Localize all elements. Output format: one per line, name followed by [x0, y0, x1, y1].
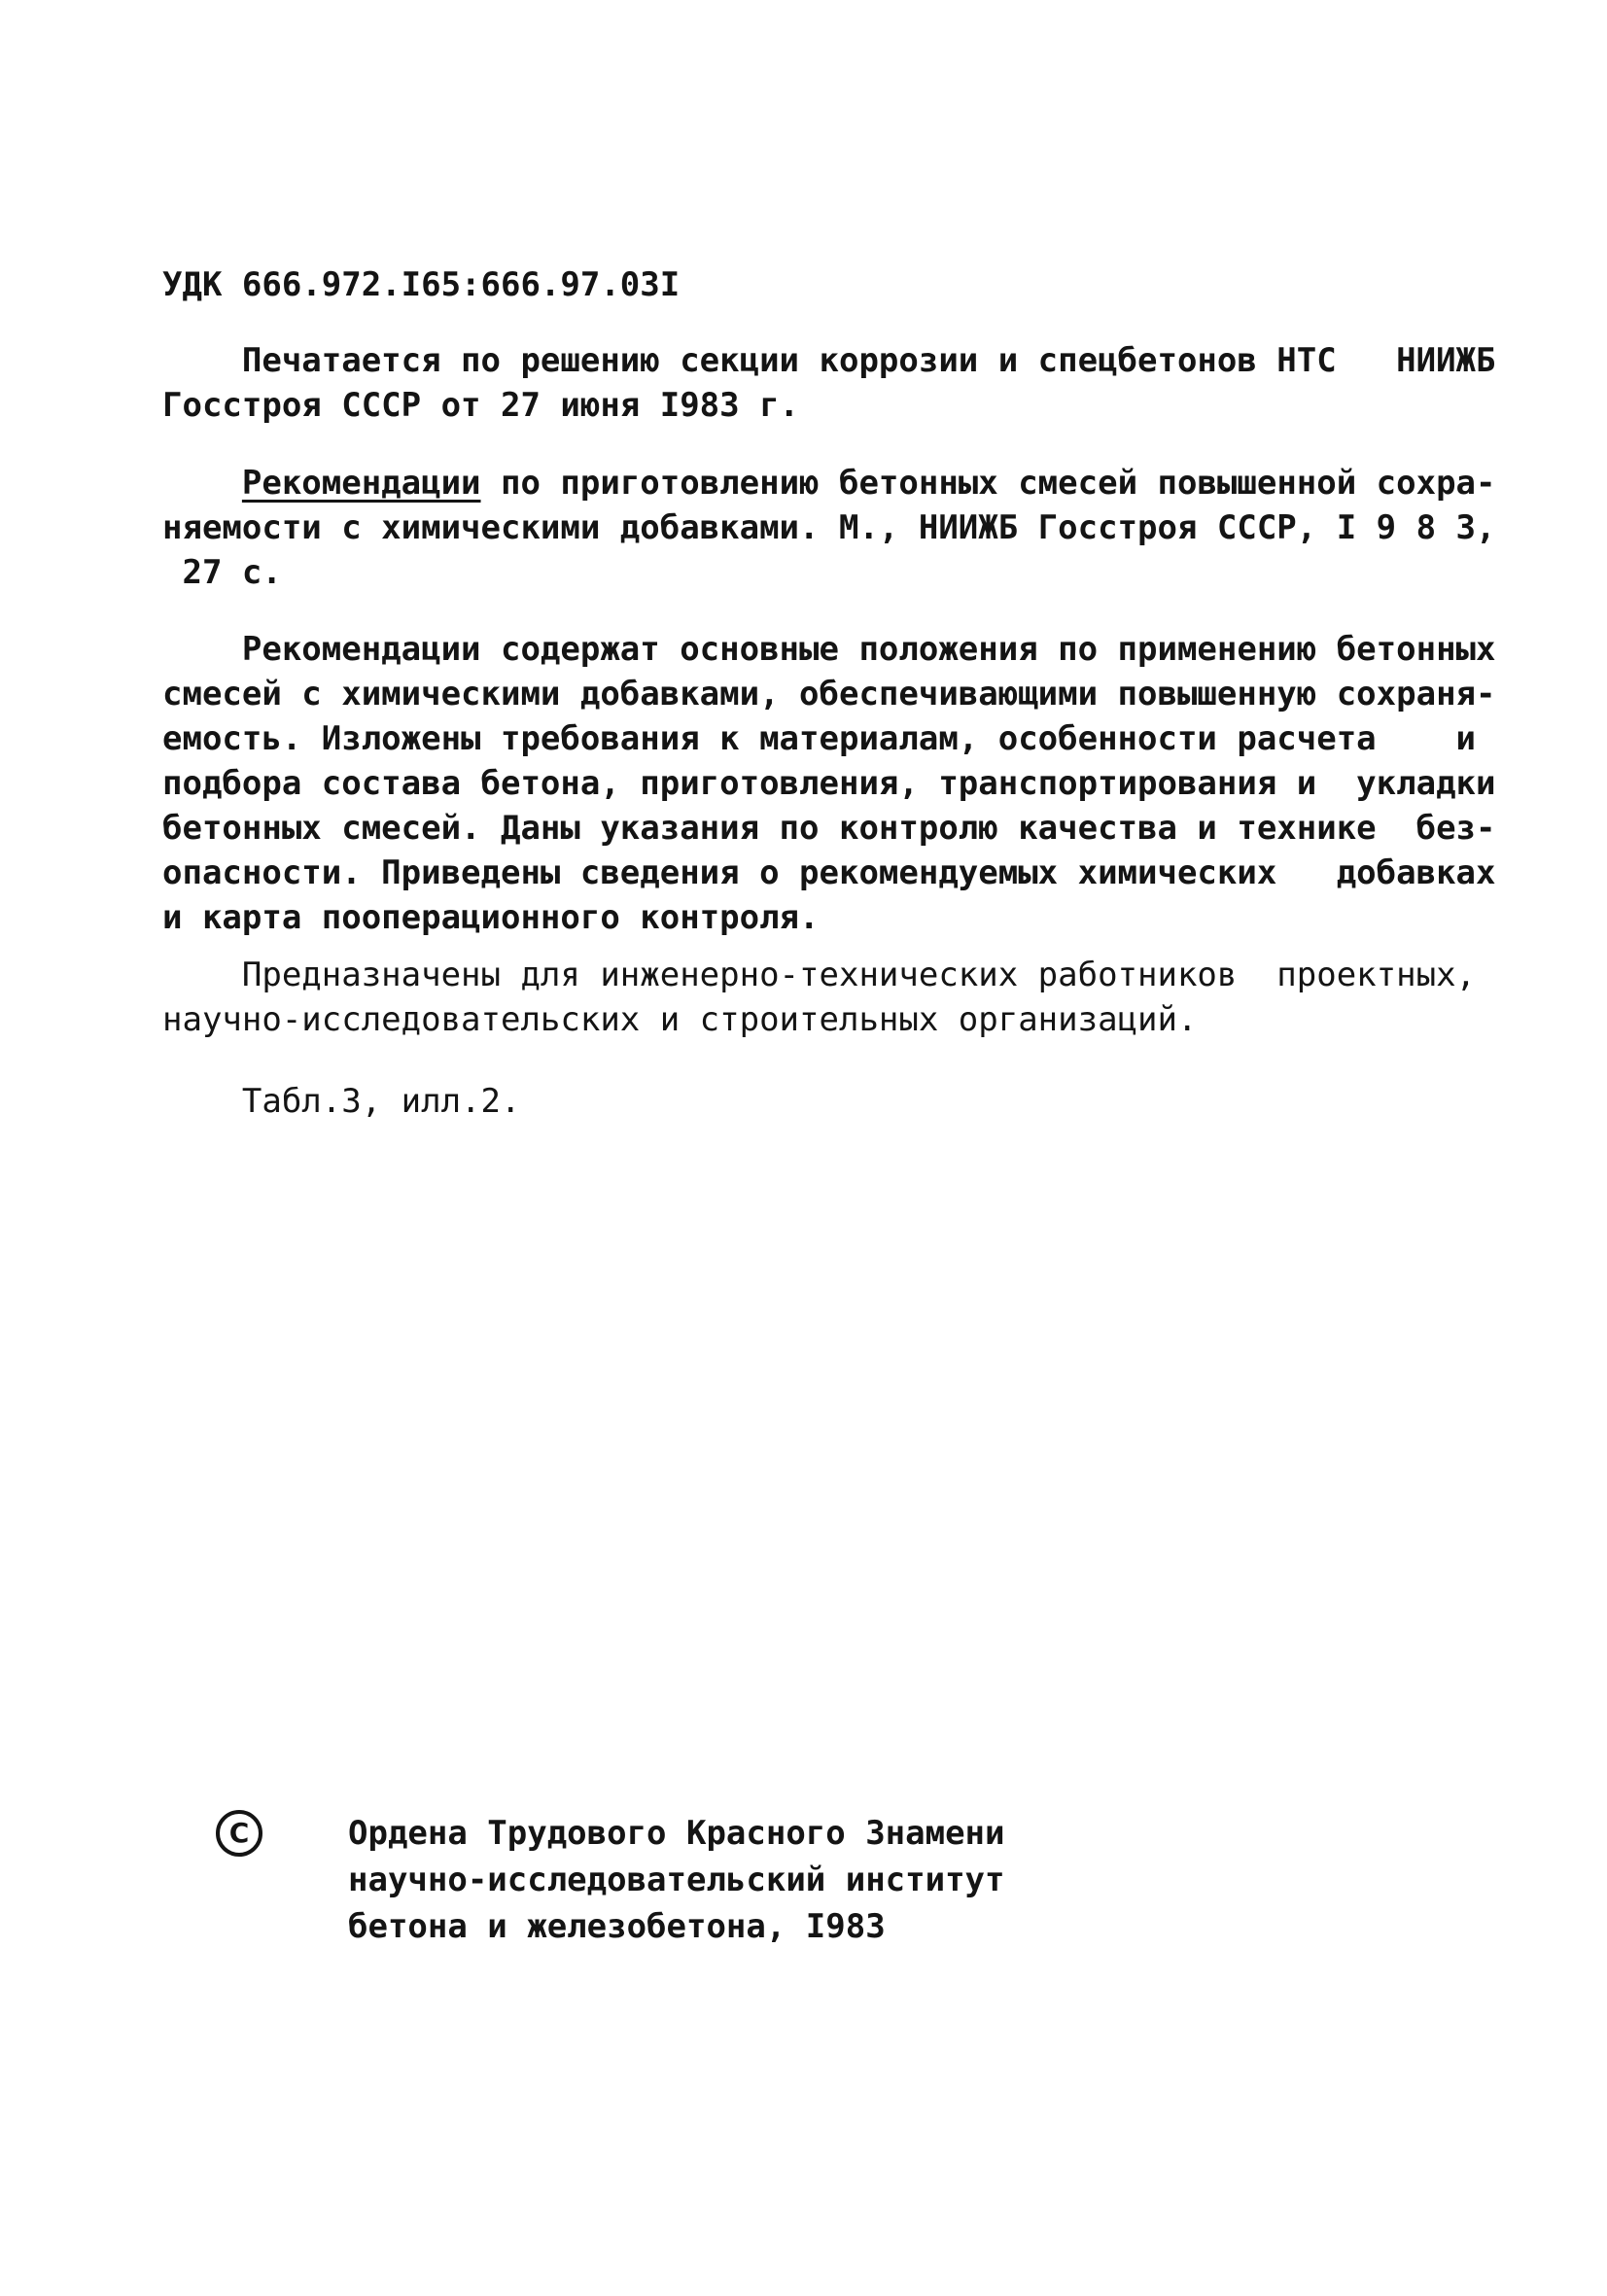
intended-line: Предназначены для инженерно-технических работников проектных, [162, 956, 1477, 994]
tables-line: Табл.3, илл.2. [162, 1082, 521, 1121]
intended-line: научно-исследовательских и строительных организаций. [162, 1000, 1198, 1039]
biblio-title-word: Рекомендации [241, 464, 481, 503]
annotation-line: и карта пооперационного контроля. [162, 898, 820, 937]
annotation-line: емость. Изложены требования к материалам, особенности расчета и [162, 719, 1477, 758]
udc-line: УДК 666.972.I65:666.97.03I [162, 265, 681, 304]
publisher-line: бетона и железобетона, I983 [348, 1907, 886, 1946]
annotation-line: Рекомендации содержат основные положения по применению бетонных [162, 630, 1496, 669]
publisher-line: Ордена Трудового Красного Знамени [348, 1814, 1005, 1853]
annotation-line: смесей с химическими добавками, обеспечивающими повышенную сохраня- [162, 675, 1496, 713]
udc-code [162, 262, 1426, 307]
print-note-line-1: Печатается по решению секции коррозии и спецбетонов НТС НИИЖБ [162, 341, 1496, 380]
biblio-line-1-rest: по приготовлению бетонных смесей повышенной сохра- [480, 464, 1496, 503]
annotation-line: опасности. Приведены сведения о рекомендуемых химических добавках [162, 853, 1496, 892]
tables-illustrations-note [162, 1079, 1426, 1124]
annotation-line: подбора состава бетона, приготовления, транспортирования и укладки [162, 764, 1496, 803]
print-note-line-2: Госстроя СССР от 27 июня I983 г. [162, 386, 800, 425]
copyright-icon: C [216, 1810, 262, 1857]
biblio-line-2: няемости с химическими добавками. М., НИИЖБ Госстроя СССР, I 9 8 3, [162, 508, 1496, 547]
annotation-line: бетонных смесей. Даны указания по контролю качества и технике без- [162, 809, 1496, 848]
intended-audience [162, 953, 1477, 1042]
bibliographic-reference [162, 461, 1496, 595]
annotation [162, 627, 1496, 940]
biblio-line-1 [162, 461, 1496, 505]
print-note [162, 338, 1496, 428]
biblio-line-3: 27 с. [162, 553, 282, 592]
publisher-line: научно-исследовательский институт [348, 1861, 1005, 1899]
publisher-block [348, 1810, 1126, 1950]
